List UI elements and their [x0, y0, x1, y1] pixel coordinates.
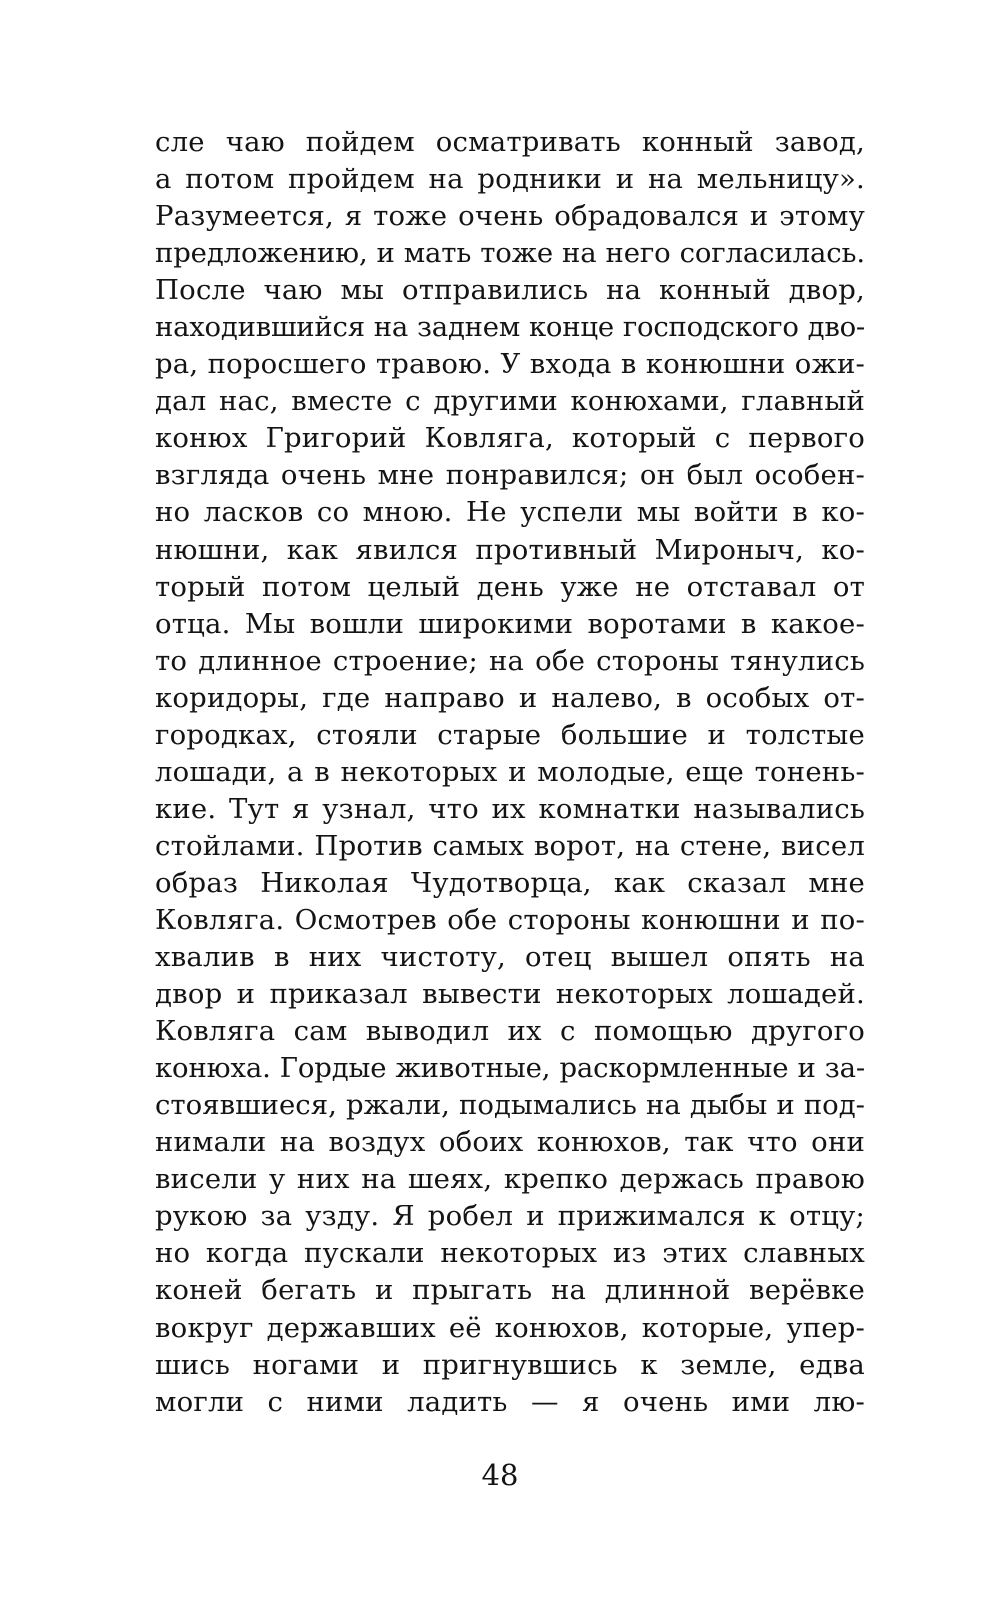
body-text — [155, 124, 865, 1421]
text-line: взгляда очень мне понравился; он был особен- — [155, 459, 865, 492]
text-line: дал нас, вместе с другими конюхами, главный — [155, 385, 865, 418]
text-line: нимали на воздух обоих конюхов, так что они — [155, 1126, 865, 1159]
text-line: городках, стояли старые большие и толстые — [155, 718, 865, 751]
text-line: ра, поросшего травою. У входа в конюшни ожи- — [155, 348, 865, 381]
text-line: то длинное строение; на обе стороны тянулись — [155, 644, 865, 677]
text-line: стоявшиеся, ржали, подымались на дыбы и под- — [155, 1089, 865, 1122]
text-line: конюх Григорий Ковляга, который с первого — [155, 422, 865, 455]
text-line: сле чаю пойдем осматривать конный завод, — [155, 126, 865, 158]
text-line: После чаю мы отправились на конный двор, — [155, 274, 865, 307]
text-line: коридоры, где направо и налево, в особых от- — [155, 681, 865, 714]
text-line: образ Николая Чудотворца, как сказал мне — [155, 866, 865, 899]
text-line: рукою за узду. Я робел и прижимался к отцу; — [155, 1200, 865, 1233]
text-line: лошади, а в некоторых и молодые, еще тонень- — [155, 755, 865, 788]
text-line: но когда пускали некоторых из этих славных — [155, 1237, 865, 1270]
text-line: а потом пройдем на родники и на мельницу». — [155, 163, 865, 196]
text-line: Ковляга. Осмотрев обе стороны конюшни и по- — [155, 903, 865, 936]
text-line: могли с ними ладить — я очень ими лю- — [155, 1385, 865, 1418]
text-line: коней бегать и прыгать на длинной верёвке — [155, 1274, 865, 1307]
text-line: висели у них на шеях, крепко держась правою — [155, 1163, 865, 1196]
text-line: находившийся на заднем конце господского дво- — [155, 311, 865, 344]
text-line: шись ногами и пригнувшись к земле, едва — [155, 1348, 865, 1381]
text-line: но ласков со мною. Не успели мы войти в ко- — [155, 496, 865, 529]
text-line: хвалив в них чистоту, отец вышел опять на — [155, 941, 865, 974]
text-line: отца. Мы вошли широкими воротами в какое- — [155, 607, 865, 640]
text-line: конюха. Гордые животные, раскормленные и за- — [155, 1052, 865, 1085]
text-line: кие. Тут я узнал, что их комнатки назывались — [155, 792, 865, 825]
text-line: Ковляга сам выводил их с помощью другого — [155, 1015, 865, 1048]
text-line: предложению, и мать тоже на него согласилась. — [155, 237, 865, 270]
text-line: вокруг державших её конюхов, которые, упер- — [155, 1311, 865, 1344]
text-line: торый потом целый день уже не отставал от — [155, 570, 865, 603]
text-line: нюшни, как явился противный Мироныч, ко- — [155, 533, 865, 566]
text-line: стойлами. Против самых ворот, на стене, висел — [155, 829, 865, 862]
text-line: двор и приказал вывести некоторых лошадей. — [155, 978, 865, 1011]
page-number: 48 — [481, 1458, 519, 1492]
text-line: Разумеется, я тоже очень обрадовался и этому — [155, 200, 865, 233]
